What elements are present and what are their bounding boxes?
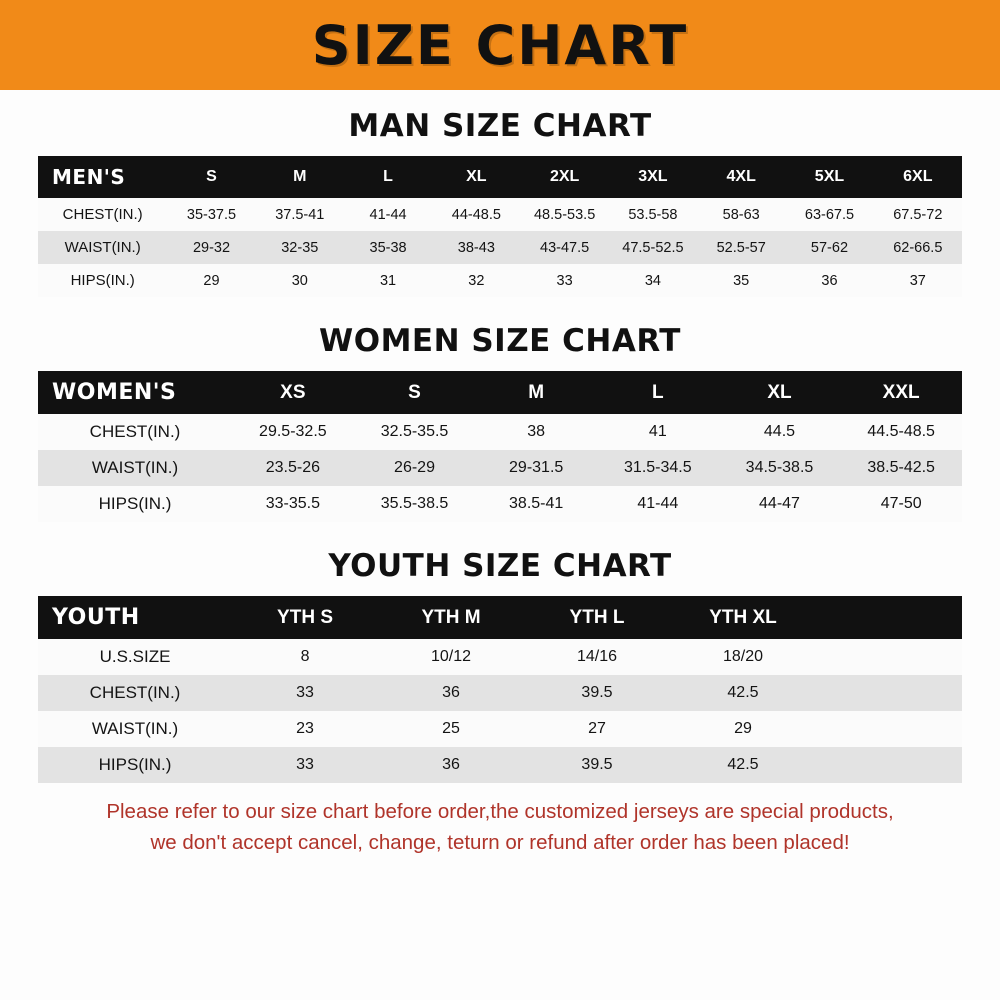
header-banner <box>0 0 1000 90</box>
men-header-6xl: 6XL <box>903 168 933 185</box>
men-chest-2xl: 48.5-53.5 <box>520 198 608 231</box>
youth-table-wrap <box>0 596 1000 783</box>
youth-hips-xl: 42.5 <box>670 747 816 783</box>
youth-section-title: YOUTH SIZE CHART <box>328 548 672 584</box>
women-chest-xs: 29.5-32.5 <box>232 414 354 450</box>
men-chest-3xl: 53.5-58 <box>609 198 697 231</box>
men-hips-5xl: 36 <box>785 264 873 297</box>
women-header-label: WOMEN'S <box>52 380 177 405</box>
table-row <box>38 198 962 231</box>
men-hips-m: 30 <box>256 264 344 297</box>
youth-chest-s: 33 <box>232 675 378 711</box>
women-hips-xxl: 47-50 <box>840 486 962 522</box>
table-row <box>38 231 962 264</box>
youth-waist-s: 23 <box>232 711 378 747</box>
women-hips-s: 35.5-38.5 <box>354 486 476 522</box>
men-chest-m: 37.5-41 <box>256 198 344 231</box>
women-table-wrap <box>0 371 1000 522</box>
table-row <box>38 414 962 450</box>
youth-header-xl: YTH XL <box>709 606 777 628</box>
men-waist-2xl: 43-47.5 <box>520 231 608 264</box>
youth-row-label-ussize: U.S.SIZE <box>38 639 232 675</box>
women-waist-l: 31.5-34.5 <box>597 450 719 486</box>
women-chest-xl: 44.5 <box>719 414 841 450</box>
youth-row-label-hips: HIPS(IN.) <box>38 747 232 783</box>
men-hips-xl: 32 <box>432 264 520 297</box>
men-header-s: S <box>206 168 217 185</box>
youth-chest-blank <box>816 675 962 711</box>
youth-ussize-xl: 18/20 <box>670 639 816 675</box>
women-hips-l: 41-44 <box>597 486 719 522</box>
youth-chest-xl: 42.5 <box>670 675 816 711</box>
men-hips-6xl: 37 <box>874 264 962 297</box>
men-chest-4xl: 58-63 <box>697 198 785 231</box>
women-chest-m: 38 <box>475 414 597 450</box>
women-header-s: S <box>408 381 421 403</box>
women-header-xl: XL <box>767 381 792 403</box>
men-waist-xl: 38-43 <box>432 231 520 264</box>
women-waist-xs: 23.5-26 <box>232 450 354 486</box>
table-row <box>38 747 962 783</box>
men-chest-l: 41-44 <box>344 198 432 231</box>
youth-waist-blank <box>816 711 962 747</box>
men-header-xl: XL <box>466 168 487 185</box>
women-waist-xxl: 38.5-42.5 <box>840 450 962 486</box>
men-size-table <box>38 156 962 297</box>
men-hips-4xl: 35 <box>697 264 785 297</box>
men-header-2xl: 2XL <box>549 168 580 185</box>
women-section-title: WOMEN SIZE CHART <box>319 323 681 359</box>
youth-header-label: YOUTH <box>52 605 140 630</box>
table-row <box>38 486 962 522</box>
youth-header-m: YTH M <box>421 606 481 628</box>
youth-ussize-s: 8 <box>232 639 378 675</box>
youth-ussize-l: 14/16 <box>524 639 670 675</box>
men-table-wrap <box>0 156 1000 297</box>
women-header-m: M <box>528 381 545 403</box>
youth-waist-m: 25 <box>378 711 524 747</box>
women-waist-xl: 34.5-38.5 <box>719 450 841 486</box>
women-row-label-chest: CHEST(IN.) <box>38 414 232 450</box>
youth-waist-xl: 29 <box>670 711 816 747</box>
men-waist-4xl: 52.5-57 <box>697 231 785 264</box>
men-row-label-chest: CHEST(IN.) <box>38 198 167 231</box>
men-chest-xl: 44-48.5 <box>432 198 520 231</box>
youth-hips-m: 36 <box>378 747 524 783</box>
youth-header-l: YTH L <box>569 606 625 628</box>
women-header-xs: XS <box>280 381 306 403</box>
men-header-4xl: 4XL <box>726 168 756 185</box>
men-hips-s: 29 <box>167 264 255 297</box>
men-hips-2xl: 33 <box>520 264 608 297</box>
youth-chest-m: 36 <box>378 675 524 711</box>
men-row-label-hips: HIPS(IN.) <box>38 264 167 297</box>
youth-row-label-waist: WAIST(IN.) <box>38 711 232 747</box>
men-header-3xl: 3XL <box>638 168 668 185</box>
table-row <box>38 264 962 297</box>
youth-ussize-m: 10/12 <box>378 639 524 675</box>
table-header-row <box>38 371 962 414</box>
men-chest-s: 35-37.5 <box>167 198 255 231</box>
men-waist-l: 35-38 <box>344 231 432 264</box>
men-hips-3xl: 34 <box>609 264 697 297</box>
women-row-label-hips: HIPS(IN.) <box>38 486 232 522</box>
men-waist-5xl: 57-62 <box>785 231 873 264</box>
men-waist-6xl: 62-66.5 <box>874 231 962 264</box>
men-chest-6xl: 67.5-72 <box>874 198 962 231</box>
men-waist-s: 29-32 <box>167 231 255 264</box>
youth-chest-l: 39.5 <box>524 675 670 711</box>
table-row <box>38 639 962 675</box>
footer-note <box>0 783 1000 859</box>
women-hips-xs: 33-35.5 <box>232 486 354 522</box>
men-header-m: M <box>293 168 307 185</box>
women-header-l: L <box>652 381 664 403</box>
youth-hips-blank <box>816 747 962 783</box>
youth-ussize-blank <box>816 639 962 675</box>
table-header-row <box>38 596 962 639</box>
youth-header-s: YTH S <box>277 606 333 628</box>
women-chest-xxl: 44.5-48.5 <box>840 414 962 450</box>
table-row <box>38 450 962 486</box>
footer-note-line1: Please refer to our size chart before order,the customized jerseys are special products, <box>106 800 894 823</box>
men-chest-5xl: 63-67.5 <box>785 198 873 231</box>
footer-note-line2: we don't accept cancel, change, teturn or refund after order has been placed! <box>150 830 850 854</box>
youth-hips-l: 39.5 <box>524 747 670 783</box>
women-waist-s: 26-29 <box>354 450 476 486</box>
table-row <box>38 675 962 711</box>
women-chest-s: 32.5-35.5 <box>354 414 476 450</box>
men-header-l: L <box>383 168 393 185</box>
women-hips-m: 38.5-41 <box>475 486 597 522</box>
youth-row-label-chest: CHEST(IN.) <box>38 675 232 711</box>
table-row <box>38 711 962 747</box>
youth-waist-l: 27 <box>524 711 670 747</box>
page-title: SIZE CHART <box>311 13 689 77</box>
youth-header-blank <box>816 596 962 639</box>
women-size-table <box>38 371 962 522</box>
men-hips-l: 31 <box>344 264 432 297</box>
men-waist-m: 32-35 <box>256 231 344 264</box>
youth-hips-s: 33 <box>232 747 378 783</box>
men-section-title: MAN SIZE CHART <box>348 108 652 144</box>
women-row-label-waist: WAIST(IN.) <box>38 450 232 486</box>
table-header-row <box>38 156 962 198</box>
women-header-xxl: XXL <box>882 381 920 403</box>
youth-size-table <box>38 596 962 783</box>
men-header-label: MEN'S <box>52 165 126 189</box>
women-hips-xl: 44-47 <box>719 486 841 522</box>
women-waist-m: 29-31.5 <box>475 450 597 486</box>
men-waist-3xl: 47.5-52.5 <box>609 231 697 264</box>
men-row-label-waist: WAIST(IN.) <box>38 231 167 264</box>
women-chest-l: 41 <box>597 414 719 450</box>
men-header-5xl: 5XL <box>814 168 845 185</box>
